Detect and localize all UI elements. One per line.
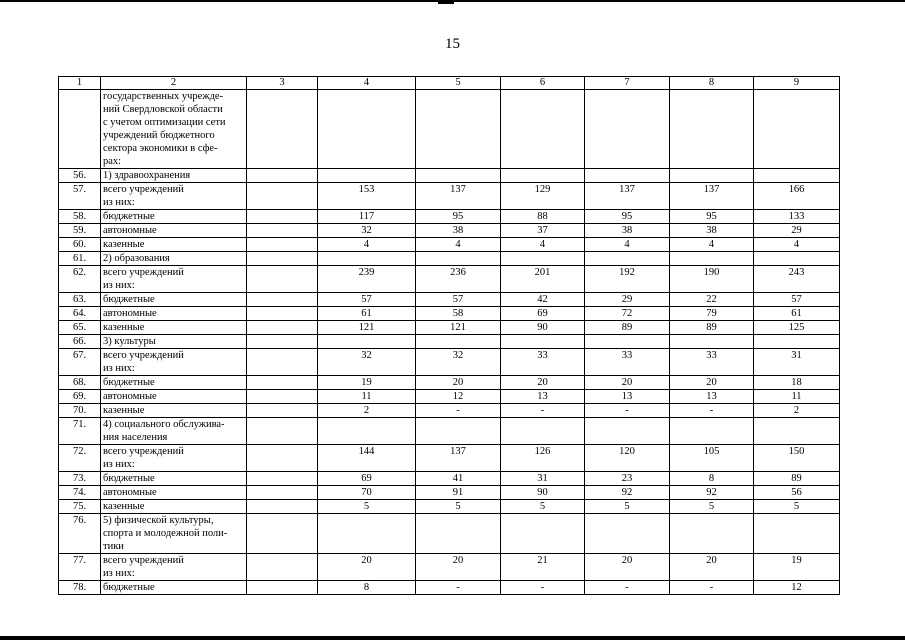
value-cell: 89 <box>585 321 670 335</box>
label-line: бюджетные <box>103 377 155 388</box>
row-label <box>101 238 247 252</box>
value-cell: 5 <box>754 500 840 514</box>
value-cell <box>247 514 318 554</box>
row-number: 73. <box>59 472 101 486</box>
value-cell <box>670 418 754 445</box>
value-cell <box>247 349 318 376</box>
value-cell <box>754 90 840 169</box>
label-line: бюджетные <box>103 582 155 593</box>
row-number: 57. <box>59 183 101 210</box>
row-number: 68. <box>59 376 101 390</box>
table-row <box>59 404 840 418</box>
value-cell <box>247 376 318 390</box>
value-cell: 57 <box>754 293 840 307</box>
row-label <box>101 581 247 595</box>
label-line: автономные <box>103 308 157 319</box>
row-label <box>101 169 247 183</box>
value-cell: 88 <box>501 210 585 224</box>
value-cell: 4 <box>501 238 585 252</box>
value-cell: 41 <box>416 472 501 486</box>
value-cell <box>501 252 585 266</box>
value-cell: 2 <box>318 404 416 418</box>
value-cell: 38 <box>585 224 670 238</box>
label-line: всего учреждений <box>103 350 184 361</box>
row-number: 63. <box>59 293 101 307</box>
value-cell: 20 <box>585 554 670 581</box>
row-label <box>101 472 247 486</box>
table-row <box>59 486 840 500</box>
value-cell: 4 <box>318 238 416 252</box>
row-number: 60. <box>59 238 101 252</box>
header-cell: 3 <box>247 77 318 90</box>
table-row <box>59 321 840 335</box>
value-cell <box>585 169 670 183</box>
value-cell: 89 <box>670 321 754 335</box>
row-label <box>101 445 247 472</box>
label-line: рах: <box>103 156 122 167</box>
value-cell: 92 <box>670 486 754 500</box>
value-cell: 90 <box>501 321 585 335</box>
value-cell: 20 <box>501 376 585 390</box>
label-line: автономные <box>103 391 157 402</box>
label-line: всего учреждений <box>103 446 184 457</box>
header-cell: 6 <box>501 77 585 90</box>
label-line: из них: <box>103 280 135 291</box>
table-row <box>59 500 840 514</box>
value-cell <box>416 335 501 349</box>
value-cell: - <box>501 404 585 418</box>
value-cell: 20 <box>670 554 754 581</box>
header-cell: 4 <box>318 77 416 90</box>
value-cell: 20 <box>416 554 501 581</box>
value-cell <box>501 514 585 554</box>
row-label <box>101 293 247 307</box>
value-cell <box>247 307 318 321</box>
value-cell <box>247 183 318 210</box>
label-line: из них: <box>103 197 135 208</box>
table-row <box>59 390 840 404</box>
value-cell: 137 <box>670 183 754 210</box>
value-cell: 4 <box>670 238 754 252</box>
table-row <box>59 349 840 376</box>
value-cell: 153 <box>318 183 416 210</box>
label-line: сектора экономики в сфе- <box>103 143 218 154</box>
value-cell: 5 <box>318 500 416 514</box>
value-cell <box>318 418 416 445</box>
value-cell: 21 <box>501 554 585 581</box>
value-cell: 38 <box>670 224 754 238</box>
value-cell <box>585 514 670 554</box>
table-row <box>59 266 840 293</box>
value-cell: - <box>416 581 501 595</box>
value-cell: 91 <box>416 486 501 500</box>
value-cell: 20 <box>416 376 501 390</box>
row-number <box>59 90 101 169</box>
value-cell <box>247 390 318 404</box>
value-cell <box>247 335 318 349</box>
table-row <box>59 238 840 252</box>
value-cell: 12 <box>416 390 501 404</box>
value-cell: 117 <box>318 210 416 224</box>
value-cell: - <box>501 581 585 595</box>
value-cell: - <box>585 581 670 595</box>
row-number: 58. <box>59 210 101 224</box>
label-line: всего учреждений <box>103 267 184 278</box>
label-line: казенные <box>103 239 145 250</box>
header-cell: 1 <box>59 77 101 90</box>
value-cell: 105 <box>670 445 754 472</box>
row-label <box>101 554 247 581</box>
value-cell: 144 <box>318 445 416 472</box>
data-table <box>58 76 840 595</box>
value-cell: 150 <box>754 445 840 472</box>
row-label <box>101 500 247 514</box>
table-row <box>59 210 840 224</box>
label-line: ния населения <box>103 432 168 443</box>
value-cell: 120 <box>585 445 670 472</box>
value-cell: 19 <box>318 376 416 390</box>
value-cell <box>754 335 840 349</box>
value-cell <box>754 169 840 183</box>
label-line: казенные <box>103 405 145 416</box>
value-cell <box>670 90 754 169</box>
row-number: 56. <box>59 169 101 183</box>
value-cell: 61 <box>754 307 840 321</box>
value-cell: 12 <box>754 581 840 595</box>
value-cell <box>247 90 318 169</box>
value-cell: 29 <box>585 293 670 307</box>
table-row <box>59 335 840 349</box>
value-cell: - <box>416 404 501 418</box>
value-cell: 31 <box>501 472 585 486</box>
value-cell <box>416 90 501 169</box>
value-cell: 129 <box>501 183 585 210</box>
value-cell: 2 <box>754 404 840 418</box>
row-label <box>101 514 247 554</box>
value-cell <box>754 418 840 445</box>
row-number: 62. <box>59 266 101 293</box>
intro-row <box>59 90 840 169</box>
value-cell <box>501 335 585 349</box>
table-row <box>59 224 840 238</box>
intro-label <box>101 90 247 169</box>
value-cell <box>247 486 318 500</box>
table-header-row <box>59 77 840 90</box>
row-number: 78. <box>59 581 101 595</box>
value-cell: 95 <box>585 210 670 224</box>
label-line: всего учреждений <box>103 184 184 195</box>
value-cell <box>585 90 670 169</box>
row-number: 64. <box>59 307 101 321</box>
label-line: тики <box>103 541 124 552</box>
value-cell: 42 <box>501 293 585 307</box>
row-label <box>101 486 247 500</box>
value-cell <box>318 169 416 183</box>
row-number: 61. <box>59 252 101 266</box>
label-line: казенные <box>103 322 145 333</box>
value-cell: 61 <box>318 307 416 321</box>
table-row <box>59 581 840 595</box>
row-label <box>101 224 247 238</box>
value-cell: 4 <box>416 238 501 252</box>
value-cell: 236 <box>416 266 501 293</box>
row-label <box>101 183 247 210</box>
row-label <box>101 266 247 293</box>
row-label <box>101 321 247 335</box>
table-row <box>59 307 840 321</box>
row-number: 59. <box>59 224 101 238</box>
label-line: государственных учрежде- <box>103 91 224 102</box>
value-cell: 90 <box>501 486 585 500</box>
value-cell: 4 <box>754 238 840 252</box>
value-cell: 4 <box>585 238 670 252</box>
value-cell: 201 <box>501 266 585 293</box>
value-cell: 133 <box>754 210 840 224</box>
value-cell: 125 <box>754 321 840 335</box>
label-line: 3) культуры <box>103 336 156 347</box>
value-cell: 70 <box>318 486 416 500</box>
header-cell: 8 <box>670 77 754 90</box>
label-line: из них: <box>103 459 135 470</box>
value-cell <box>585 335 670 349</box>
table-row <box>59 252 840 266</box>
value-cell: 5 <box>416 500 501 514</box>
value-cell: 18 <box>754 376 840 390</box>
value-cell: 37 <box>501 224 585 238</box>
value-cell <box>501 90 585 169</box>
value-cell: 243 <box>754 266 840 293</box>
label-line: автономные <box>103 225 157 236</box>
value-cell: 33 <box>501 349 585 376</box>
value-cell: 95 <box>670 210 754 224</box>
value-cell <box>416 418 501 445</box>
row-label <box>101 376 247 390</box>
value-cell: 32 <box>318 224 416 238</box>
value-cell: 38 <box>416 224 501 238</box>
value-cell: 57 <box>416 293 501 307</box>
value-cell: 69 <box>318 472 416 486</box>
value-cell <box>247 445 318 472</box>
value-cell: 13 <box>670 390 754 404</box>
label-line: бюджетные <box>103 211 155 222</box>
value-cell <box>318 335 416 349</box>
value-cell: 20 <box>670 376 754 390</box>
value-cell <box>670 169 754 183</box>
label-line: автономные <box>103 487 157 498</box>
table-row <box>59 376 840 390</box>
value-cell <box>247 210 318 224</box>
value-cell: 58 <box>416 307 501 321</box>
value-cell <box>247 252 318 266</box>
value-cell: 92 <box>585 486 670 500</box>
value-cell: 20 <box>585 376 670 390</box>
value-cell: 126 <box>501 445 585 472</box>
value-cell: - <box>670 581 754 595</box>
header-cell: 7 <box>585 77 670 90</box>
value-cell: 137 <box>416 183 501 210</box>
value-cell <box>247 321 318 335</box>
value-cell: 20 <box>318 554 416 581</box>
header-cell: 2 <box>101 77 247 90</box>
value-cell <box>416 252 501 266</box>
value-cell: - <box>585 404 670 418</box>
value-cell: 79 <box>670 307 754 321</box>
value-cell: 11 <box>318 390 416 404</box>
value-cell: 57 <box>318 293 416 307</box>
scan-bottom-edge <box>0 636 905 640</box>
value-cell: 32 <box>416 349 501 376</box>
value-cell <box>585 252 670 266</box>
label-line: с учетом оптимизации сети <box>103 117 226 128</box>
header-cell: 9 <box>754 77 840 90</box>
value-cell: - <box>670 404 754 418</box>
value-cell <box>318 514 416 554</box>
row-label <box>101 335 247 349</box>
value-cell <box>670 514 754 554</box>
value-cell <box>247 581 318 595</box>
row-number: 76. <box>59 514 101 554</box>
value-cell: 95 <box>416 210 501 224</box>
value-cell: 5 <box>501 500 585 514</box>
label-line: 5) физической культуры, <box>103 515 214 526</box>
row-number: 77. <box>59 554 101 581</box>
header-cell: 5 <box>416 77 501 90</box>
label-line: бюджетные <box>103 473 155 484</box>
value-cell <box>247 169 318 183</box>
value-cell: 29 <box>754 224 840 238</box>
table-row <box>59 472 840 486</box>
value-cell: 13 <box>501 390 585 404</box>
label-line: из них: <box>103 568 135 579</box>
row-label <box>101 404 247 418</box>
value-cell: 31 <box>754 349 840 376</box>
value-cell: 166 <box>754 183 840 210</box>
value-cell <box>670 252 754 266</box>
value-cell: 72 <box>585 307 670 321</box>
value-cell: 8 <box>670 472 754 486</box>
value-cell: 190 <box>670 266 754 293</box>
label-line: бюджетные <box>103 294 155 305</box>
label-line: 1) здравоохранения <box>103 170 191 181</box>
page-number: 15 <box>445 36 460 52</box>
value-cell <box>318 90 416 169</box>
value-cell <box>754 252 840 266</box>
table-row <box>59 183 840 210</box>
label-line: спорта и молодежной поли- <box>103 528 228 539</box>
value-cell <box>585 418 670 445</box>
row-number: 65. <box>59 321 101 335</box>
label-line: 4) социального обслужива- <box>103 419 225 430</box>
label-line: всего учреждений <box>103 555 184 566</box>
table-row <box>59 554 840 581</box>
value-cell <box>754 514 840 554</box>
value-cell <box>416 169 501 183</box>
value-cell: 33 <box>670 349 754 376</box>
value-cell: 239 <box>318 266 416 293</box>
value-cell: 33 <box>585 349 670 376</box>
label-line: из них: <box>103 363 135 374</box>
row-label <box>101 349 247 376</box>
value-cell <box>501 418 585 445</box>
value-cell: 121 <box>318 321 416 335</box>
value-cell: 23 <box>585 472 670 486</box>
value-cell: 89 <box>754 472 840 486</box>
label-line: казенные <box>103 501 145 512</box>
row-number: 69. <box>59 390 101 404</box>
value-cell <box>247 472 318 486</box>
value-cell <box>247 500 318 514</box>
value-cell: 22 <box>670 293 754 307</box>
row-label <box>101 307 247 321</box>
value-cell: 13 <box>585 390 670 404</box>
row-number: 75. <box>59 500 101 514</box>
value-cell <box>247 238 318 252</box>
row-label <box>101 210 247 224</box>
value-cell: 5 <box>670 500 754 514</box>
value-cell: 137 <box>416 445 501 472</box>
value-cell: 8 <box>318 581 416 595</box>
value-cell <box>247 418 318 445</box>
value-cell: 137 <box>585 183 670 210</box>
row-number: 71. <box>59 418 101 445</box>
row-label <box>101 390 247 404</box>
value-cell: 19 <box>754 554 840 581</box>
label-line: ний Свердловской области <box>103 104 223 115</box>
row-number: 66. <box>59 335 101 349</box>
value-cell <box>247 266 318 293</box>
value-cell: 5 <box>585 500 670 514</box>
table-row <box>59 293 840 307</box>
value-cell <box>247 554 318 581</box>
value-cell <box>247 404 318 418</box>
value-cell: 11 <box>754 390 840 404</box>
row-number: 74. <box>59 486 101 500</box>
value-cell <box>416 514 501 554</box>
value-cell: 56 <box>754 486 840 500</box>
row-number: 70. <box>59 404 101 418</box>
label-line: 2) образования <box>103 253 170 264</box>
value-cell: 69 <box>501 307 585 321</box>
value-cell: 121 <box>416 321 501 335</box>
value-cell <box>501 169 585 183</box>
table-body <box>59 77 840 595</box>
value-cell: 32 <box>318 349 416 376</box>
value-cell <box>318 252 416 266</box>
label-line: учреждений бюджетного <box>103 130 215 141</box>
table-row <box>59 418 840 445</box>
value-cell <box>247 224 318 238</box>
table-row <box>59 514 840 554</box>
table-row <box>59 169 840 183</box>
row-number: 72. <box>59 445 101 472</box>
table-row <box>59 445 840 472</box>
row-label <box>101 418 247 445</box>
row-number: 67. <box>59 349 101 376</box>
value-cell <box>670 335 754 349</box>
row-label <box>101 252 247 266</box>
scan-top-mark <box>438 0 454 4</box>
value-cell <box>247 293 318 307</box>
value-cell: 192 <box>585 266 670 293</box>
